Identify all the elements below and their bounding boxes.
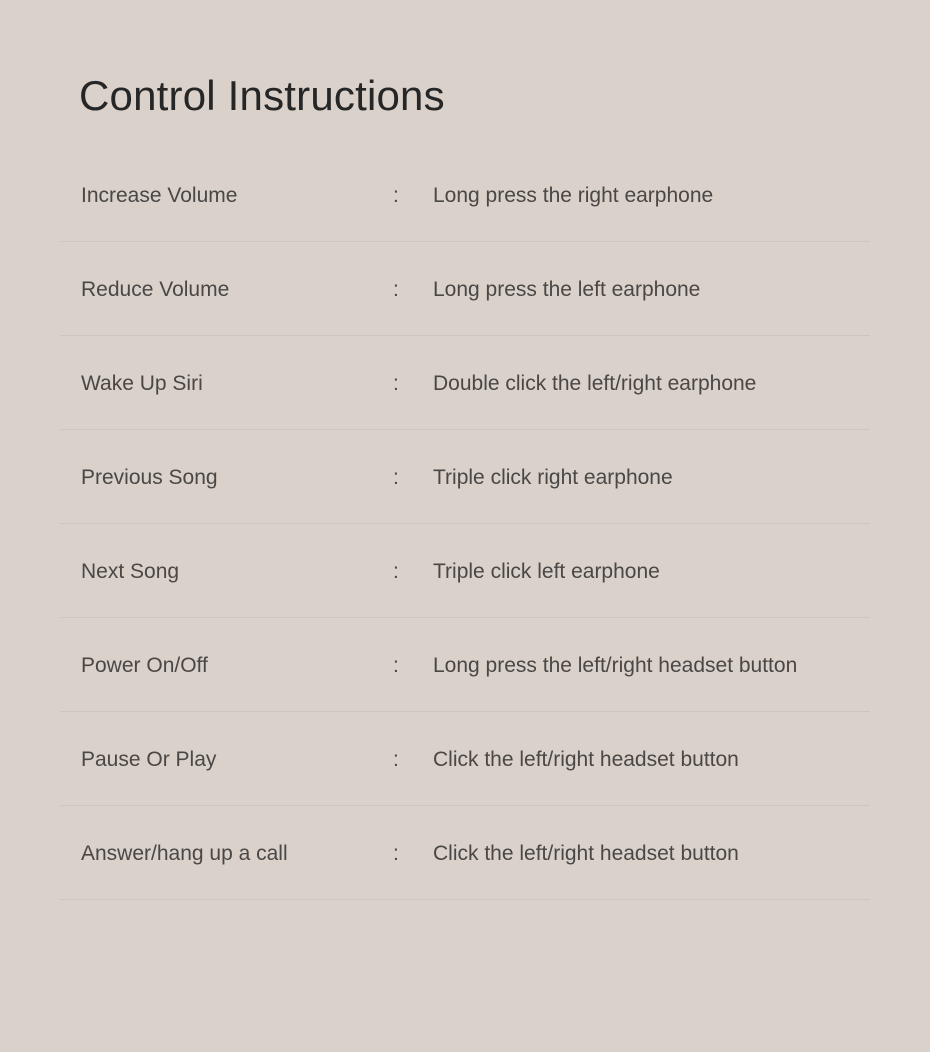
action-label: Increase Volume: [81, 184, 238, 207]
separator: :: [393, 184, 399, 207]
table-row: [60, 242, 870, 336]
action-label: Wake Up Siri: [81, 372, 203, 395]
action-description: Triple click right earphone: [433, 466, 673, 489]
action-label: Reduce Volume: [81, 278, 230, 301]
action-description: Long press the left earphone: [433, 278, 701, 301]
table-row: [60, 336, 870, 430]
table-row: [60, 524, 870, 618]
action-description: Click the left/right headset button: [433, 748, 739, 771]
separator: :: [393, 560, 399, 583]
separator: :: [393, 372, 399, 395]
separator: :: [393, 842, 399, 865]
action-description: Click the left/right headset button: [433, 842, 739, 865]
table-row: [60, 618, 870, 712]
table-row: [60, 806, 870, 900]
action-description: Double click the left/right earphone: [433, 372, 757, 395]
separator: :: [393, 654, 399, 677]
action-label: Next Song: [81, 560, 180, 583]
action-description: Long press the left/right headset button: [433, 654, 798, 677]
action-description: Long press the right earphone: [433, 184, 714, 207]
action-label: Power On/Off: [81, 654, 208, 677]
action-label: Answer/hang up a call: [81, 842, 288, 865]
action-description: Triple click left earphone: [433, 560, 660, 583]
instructions-table: [60, 148, 870, 900]
table-row: [60, 148, 870, 242]
separator: :: [393, 278, 399, 301]
separator: :: [393, 466, 399, 489]
table-row: [60, 712, 870, 806]
separator: :: [393, 748, 399, 771]
table-row: [60, 430, 870, 524]
action-label: Pause Or Play: [81, 748, 217, 771]
action-label: Previous Song: [81, 466, 218, 489]
page-title: Control Instructions: [79, 72, 445, 119]
